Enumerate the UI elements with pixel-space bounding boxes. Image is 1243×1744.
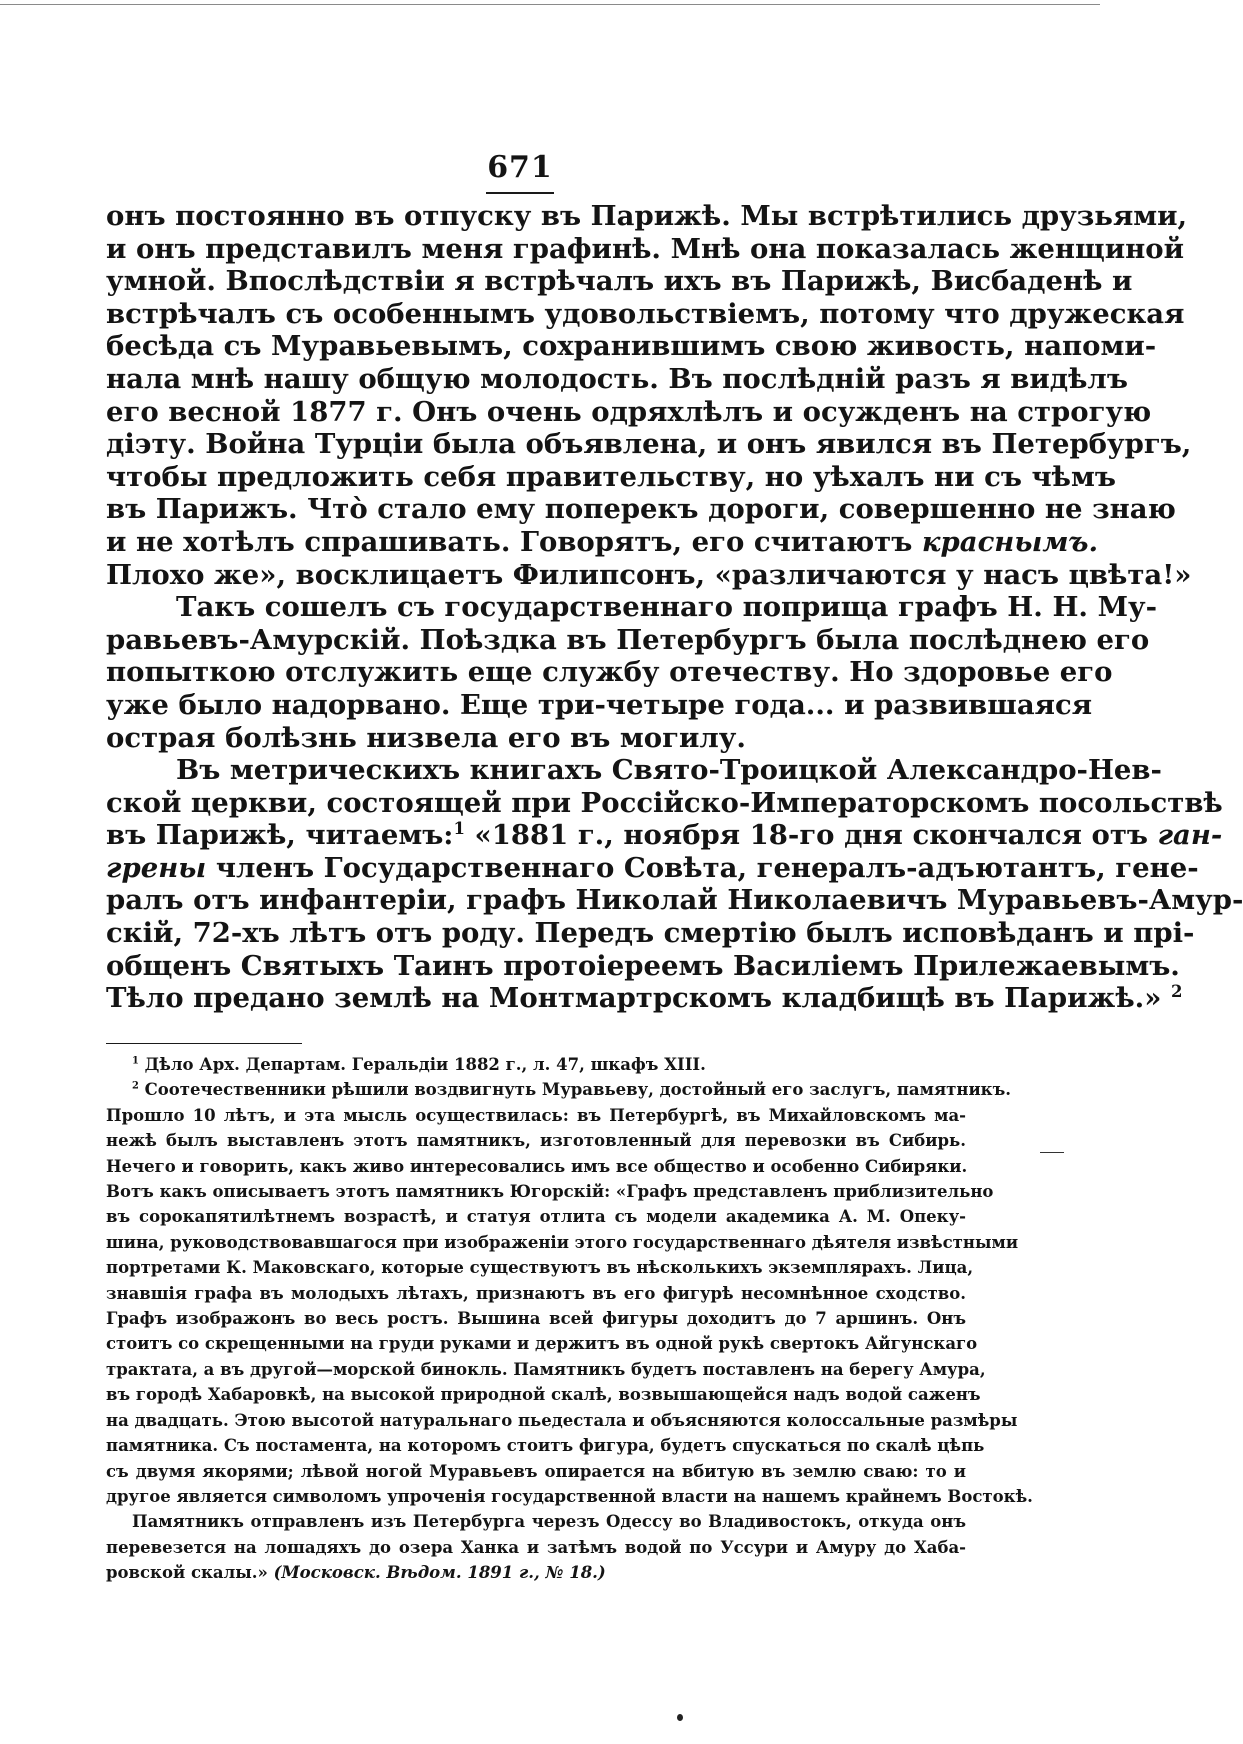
text-segment: члeнъ Государственнаго Совѣта, генералъ-адъютантъ, гене- xyxy=(215,851,1199,884)
scan-top-edge-rule xyxy=(0,4,1100,5)
text-line: Плохо же», восклицаетъ Филипсонъ, «различаются у насъ цвѣта!» xyxy=(106,558,1192,591)
text-segment: въ Парижѣ, читаемъ: xyxy=(106,819,454,852)
footnote-2-line: знавшія графа въ молодыхъ лѣтахъ, признаютъ въ его фигурѣ несомнѣнное сходство. xyxy=(106,1283,966,1303)
footnote-2-line xyxy=(106,1077,1012,1102)
text-line: острая болѣзнь низвела его въ могилу. xyxy=(106,721,746,754)
text-line: встрѣчалъ съ особеннымъ удовольствіемъ, потому что дружеская xyxy=(106,297,1185,330)
footnote-2-line: стоитъ со скрещенными на груди руками и держитъ въ одной рукѣ свертокъ Айгунскаго xyxy=(106,1334,978,1354)
text-line: въ Парижъ. Что̀ стало ему поперекъ дороги, совершенно не знаю xyxy=(106,493,1176,526)
footnotes xyxy=(106,1052,1033,1586)
italic-word: грены xyxy=(106,851,207,884)
text-line: равьевъ-Амурскій. Поѣздка въ Петербургъ была послѣднею его xyxy=(106,623,1150,656)
page-number: 671 xyxy=(487,150,553,185)
text-line: діэту. Война Турціи была объявлена, и онъ явился въ Петербургъ, xyxy=(106,428,1192,461)
footnote-ref-1: 1 xyxy=(453,819,465,839)
text-segment: и не хотѣлъ спрашивать. Говорятъ, его считаютъ xyxy=(106,525,913,558)
text-line: умной. Впослѣдствіи я встрѣчалъ ихъ въ Парижѣ, Висбаденѣ и xyxy=(106,265,1133,298)
footnote-2-line: нежѣ былъ выставленъ этотъ памятникъ, изготовленный для перевозки въ Сибирь. xyxy=(106,1131,966,1151)
bottom-ink-dot xyxy=(677,1714,683,1721)
footnote-ref-2: 2 xyxy=(1171,982,1183,1002)
main-text xyxy=(106,200,1243,1015)
text-line: Такъ сошелъ съ государственнаго поприща графъ Н. Н. Му- xyxy=(176,591,1158,624)
text-segment: Тѣло предано землѣ на Монтмартрскомъ кладбищѣ въ Парижѣ.» xyxy=(106,982,1162,1015)
footnote-2-line: Памятникъ отправленъ изъ Петербурга черезъ Одессу во Владивостокъ, откуда онъ xyxy=(132,1512,966,1532)
text-line: нала мнѣ нашу общую молодость. Въ послѣдній разъ я видѣлъ xyxy=(106,362,1128,395)
text-line xyxy=(106,525,1099,559)
footnote-2-line: Графъ изображонъ во весь ростъ. Вышина всей фигуры доходитъ до 7 аршинъ. Онъ xyxy=(106,1309,966,1329)
text-line xyxy=(106,982,1183,1015)
footnote-2-line: Вотъ какъ описываетъ этотъ памятникъ Югорскій: «Графъ представленъ приблизительно xyxy=(106,1182,994,1202)
text-line: его весной 1877 г. Онъ очень одряхлѣлъ и осужденъ на строгую xyxy=(106,395,1152,428)
text-line: чтобы предложить себя правительству, но уѣхалъ ни съ чѣмъ xyxy=(106,460,1116,493)
footnote-2-line: шина, руководствовавшагося при изображеніи этого государственнаго дѣятеля извѣстными xyxy=(106,1232,1019,1252)
text-segment: «1881 г., ноября 18-го дня скончался отъ xyxy=(474,819,1148,852)
footnote-2-line: съ двумя якорями; лѣвой ногой Муравьевъ опирается на вбитую въ землю сваю: то и xyxy=(106,1461,966,1481)
text-line xyxy=(106,819,1223,852)
footnote-mark: 1 xyxy=(132,1055,139,1067)
italic-word: ган- xyxy=(1157,819,1223,852)
footnote-mark: 2 xyxy=(132,1080,139,1092)
text-line: Въ метрическихъ книгахъ Свято-Троицкой Александро-Нев- xyxy=(176,754,1162,787)
footnote-2-line: другое является символомъ упроченія государственной власти на нашемъ крайнемъ Востокѣ. xyxy=(106,1486,1033,1506)
footnote-2-line: перевезется на лошадяхъ до озера Ханка и затѣмъ водой по Уссури и Амуру до Хаба- xyxy=(106,1537,966,1557)
footnote-2-line: въ сорокапятилѣтнемъ возрастѣ, и статуя отлита съ модели академика А. М. Опеку- xyxy=(106,1207,966,1227)
footnote-1 xyxy=(106,1052,966,1077)
footnote-separator xyxy=(106,1043,302,1044)
footnote-2-line xyxy=(106,1560,966,1585)
text-line: попыткою отслужить еще службу отечеству. Но здоровье его xyxy=(106,656,1113,689)
italic-word: краснымъ. xyxy=(921,525,1099,558)
footnote-2-line: памятника. Съ постамента, на которомъ стоитъ фигура, будетъ спускаться по скалѣ цѣпь xyxy=(106,1436,985,1456)
text-line xyxy=(106,851,1199,885)
footnote-2-line: въ городѣ Хабаровкѣ, на высокой природной скалѣ, возвышающейся надъ водой саженъ xyxy=(106,1385,981,1405)
text-line: бесѣда съ Муравьевымъ, сохранившимъ свою живость, напоми- xyxy=(106,330,1157,363)
footnote-text: Соотечественники рѣшили воздвигнуть Муравьеву, достойный его заслугъ, памятникъ. xyxy=(144,1080,1012,1100)
text-line: скій, 72-хъ лѣтъ отъ роду. Передъ смертію былъ исповѣданъ и прі- xyxy=(106,917,1195,950)
footnote-2-line: портретами К. Маковскаго, которые существуютъ въ нѣсколькихъ экземплярахъ. Лица, xyxy=(106,1258,974,1278)
text-line: онъ постоянно въ отпуску въ Парижѣ. Мы встрѣтились друзьями, xyxy=(106,200,1188,232)
footnote-text: Дѣло Арх. Департам. Геральдіи 1882 г., л. 47, шкафъ XIII. xyxy=(144,1055,706,1074)
footnote-2-line: трактата, а въ другой—морской бинокль. Памятникъ будетъ поставленъ на берегу Амура, xyxy=(106,1359,986,1379)
footnote-2-line: на двадцать. Этою высотой натуральнаго пьедестала и объясняются колоссальные размѣры xyxy=(106,1410,1018,1430)
footnote-text: ровской скалы.» xyxy=(106,1563,268,1583)
page-number-underline xyxy=(486,192,554,194)
text-line: уже было надорвано. Еще три-четыре года... и развившаяся xyxy=(106,688,1093,721)
text-line: ской церкви, состоящей при Россійско-Императорскомъ посольствѣ xyxy=(106,786,1223,819)
footnote-2-line: Нечего и говорить, какъ живо интересовались имъ все общество и особенно Сибиряки. xyxy=(106,1156,968,1176)
margin-dash-mark xyxy=(1040,1152,1064,1153)
text-line: общенъ Святыхъ Таинъ протоіереемъ Василіемъ Прилежаевымъ. xyxy=(106,949,1180,982)
footnote-source: (Московск. Вѣдом. 1891 г., № 18.) xyxy=(273,1563,606,1583)
footnote-2-line: Прошло 10 лѣтъ, и эта мысль осуществилась: въ Петербургѣ, въ Михайловскомъ ма- xyxy=(106,1105,966,1125)
text-line: и онъ представилъ меня графинѣ. Мнѣ она показалась женщиной xyxy=(106,232,1185,265)
text-line: ралъ отъ инфантеріи, графъ Николай Николаевичъ Муравьевъ-Амур- xyxy=(106,884,1243,917)
